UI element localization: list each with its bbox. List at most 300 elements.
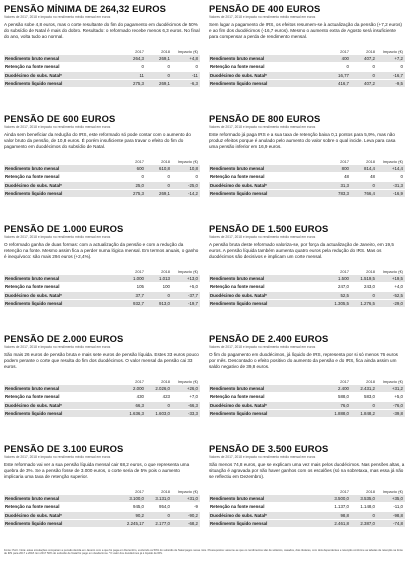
table-row [4, 55, 200, 63]
card-description: Este reformado vai ver a sua pensão líquida mensal cair 68,2 euros, o que representa uma quebra de 3%. Se a pensão fosse de 3.000 euros, o corte seria de 5% pois o aumento implicaria uma taxa de retenção superior. [4, 462, 190, 479]
column-header [4, 268, 122, 275]
column-header: Impacto (€) [382, 159, 403, 164]
table-row [4, 409, 200, 417]
column-header: 2017 [135, 379, 144, 384]
row-label: Retenção na fonte mensal [209, 173, 327, 181]
table-row [4, 393, 200, 401]
row-value: 913,0 [146, 299, 172, 307]
row-value: -9,5 [377, 79, 405, 87]
card-subtitle: Valores de 2017, 2018 e impacto no rendimento médio mensal em euros [4, 15, 111, 19]
row-value: 105 [122, 283, 146, 291]
row-value: 766,4 [351, 189, 377, 197]
card-title: PENSÃO DE 400 EUROS [209, 4, 321, 14]
card-title: PENSÃO DE 1.500 EUROS [209, 224, 329, 234]
pension-table [4, 378, 200, 418]
table-row [4, 511, 200, 519]
row-label: Rendimento líquido mensal [4, 299, 122, 307]
column-header: 2017 [135, 159, 144, 164]
row-value: 0 [146, 71, 172, 79]
table-row [4, 63, 200, 71]
row-value: 0 [146, 511, 172, 519]
pension-card [4, 444, 200, 554]
row-value: -68,2 [172, 519, 200, 527]
row-value: -98,8 [377, 511, 405, 519]
column-header: 2017 [340, 269, 349, 274]
table-row [4, 189, 200, 197]
table-header-row [4, 488, 200, 495]
table-row [4, 283, 200, 291]
column-header: 2017 [340, 379, 349, 384]
column-header: Impacto (€) [177, 489, 198, 494]
row-value: 48 [351, 173, 377, 181]
pension-table [209, 158, 405, 198]
row-label: Rendimento bruto mensal [209, 165, 327, 173]
column-header: 2017 [135, 269, 144, 274]
row-value: -90,2 [172, 511, 200, 519]
pension-card [209, 114, 405, 224]
row-value: 416,7 [327, 79, 351, 87]
pension-table [4, 48, 200, 88]
row-value: -66,3 [172, 401, 200, 409]
row-value: -74,8 [377, 519, 405, 527]
row-value: -9 [172, 503, 200, 511]
row-value: -52,5 [377, 291, 405, 299]
row-label: Rendimento bruto mensal [209, 55, 327, 63]
row-label: Retenção na fonte mensal [209, 283, 327, 291]
row-value: 783,3 [327, 189, 351, 197]
table-row [209, 71, 405, 79]
row-value: 400 [327, 55, 351, 63]
column-header: 2017 [340, 489, 349, 494]
row-value: +35,0 [377, 495, 405, 503]
row-value: 588,0 [327, 393, 351, 401]
table-row [4, 299, 200, 307]
table-row [209, 189, 405, 197]
table-header-row [4, 48, 200, 55]
row-value: 269,1 [146, 55, 172, 63]
column-header: 2018 [161, 49, 170, 54]
row-label: Duodécimo do subs. Natal* [209, 71, 327, 79]
column-header: 2018 [161, 379, 170, 384]
column-header [209, 48, 327, 55]
row-value: 10,8 [172, 165, 200, 173]
row-label: Duodécimo do subs. Natal* [209, 511, 327, 519]
card-subtitle: Valores de 2017, 2018 e impacto no rendimento médio mensal em euros [4, 455, 111, 459]
row-value: 52,5 [327, 291, 351, 299]
card-subtitle: Valores de 2017, 2018 e impacto no rendimento médio mensal em euros [209, 15, 316, 19]
table-row [4, 165, 200, 173]
column-header: 2017 [340, 49, 349, 54]
table-header-row [209, 158, 405, 165]
row-value: 0 [172, 63, 200, 71]
card-subtitle: Valores de 2017, 2018 e impacto no rendimento médio mensal em euros [4, 235, 111, 239]
column-header [4, 48, 122, 55]
card-title: PENSÃO DE 2.000 EUROS [4, 334, 124, 344]
pension-grid [4, 4, 405, 554]
card-description: Sem lugar a pagamento de IRS, os efeitos resumem-se à actualização da pensão (+7,2 euros) e ao fim dos duodécimos (-16,7 euros). Mesmo o aumento extra de Agosto será insuficiente para compensar a perda de rendimento mensal. [209, 22, 402, 39]
column-header: Impacto (€) [177, 269, 198, 274]
row-label: Rendimento líquido mensal [4, 519, 122, 527]
row-label: Rendimento líquido mensal [4, 79, 122, 87]
row-value: 275,3 [122, 79, 146, 87]
row-label: Retenção na fonte mensal [209, 393, 327, 401]
row-value: 0 [146, 63, 172, 71]
column-header: 2018 [161, 489, 170, 494]
table-header-row [209, 378, 405, 385]
card-title: PENSÃO DE 800 EUROS [209, 114, 321, 124]
column-header: Impacto (€) [382, 379, 403, 384]
row-label: Rendimento líquido mensal [4, 189, 122, 197]
column-header: Impacto (€) [382, 489, 403, 494]
row-value: +7,2 [377, 55, 405, 63]
row-value: -11 [172, 71, 200, 79]
row-label: Duodécimo do subs. Natal* [4, 401, 122, 409]
row-value: 2.431,2 [351, 385, 377, 393]
source-footnote: Fonte: PwC. Nota: estas simulações comparam a pensão devida em Janeiro com a que foi paga em Dezembro, excluindo os 50% do subsídio de Natal pagos nesse mês. Pressupostos: assume-se que os rendimentos são de solteiros, casados, dois titulares, com dois dependentes e retenção conforme as tabelas de retenção na fonte de IRS para 2017 e 2018. Em 2017 50% do subsídio de Natal foi pago em duodécimos. *O valor dos duodécimos já é líquido de IRS. [4, 549, 403, 556]
row-value: 76,0 [327, 401, 351, 409]
row-value: -31,3 [377, 181, 405, 189]
row-value: 2.000 [122, 385, 146, 393]
row-value: 2.387,0 [351, 519, 377, 527]
pension-card [4, 334, 200, 444]
row-value: 945,0 [122, 503, 146, 511]
table-row [209, 409, 405, 417]
column-header: 2018 [161, 159, 170, 164]
column-header: 2017 [340, 159, 349, 164]
column-header [209, 158, 327, 165]
row-value: 269,1 [146, 79, 172, 87]
table-row [209, 55, 405, 63]
table-row [4, 503, 200, 511]
table-row [4, 519, 200, 527]
table-row [209, 511, 405, 519]
row-value: 0 [146, 291, 172, 299]
row-value: 0 [351, 511, 377, 519]
column-header [209, 488, 327, 495]
row-label: Rendimento líquido mensal [209, 189, 327, 197]
card-title: PENSÃO DE 3.100 EUROS [4, 444, 124, 454]
table-row [4, 495, 200, 503]
card-title: PENSÃO MÍNIMA DE 264,32 EUROS [4, 4, 166, 14]
card-title: PENSÃO DE 1.000 EUROS [4, 224, 124, 234]
row-value: 1.500 [327, 275, 351, 283]
row-label: Rendimento líquido mensal [209, 79, 327, 87]
row-value: +26,0 [172, 385, 200, 393]
row-value: -76,0 [377, 401, 405, 409]
row-value: +4,0 [377, 283, 405, 291]
row-value: 2.245,17 [122, 519, 146, 527]
column-header [4, 378, 122, 385]
column-header [209, 268, 327, 275]
card-description: Ainda sem beneficiar da redução do IRS, este reformado só pode contar com o aumento do valor bruto da pensão, de 10,8 euros. É porém insuficiente para travar o efeito do fim do pagamento em duodécimos do subsídio de Natal. [4, 132, 191, 149]
row-label: Rendimento bruto mensal [4, 385, 122, 393]
row-value: 1.603,0 [146, 409, 172, 417]
row-value: 1.848,2 [351, 409, 377, 417]
row-value: 1.636,3 [122, 409, 146, 417]
row-value: +4,8 [172, 55, 200, 63]
row-value: 0 [351, 71, 377, 79]
row-value: 800 [327, 165, 351, 173]
table-header-row [209, 488, 405, 495]
table-row [209, 291, 405, 299]
row-value: +19,5 [377, 275, 405, 283]
row-value: 3.100,0 [122, 495, 146, 503]
row-value: -14,2 [172, 189, 200, 197]
row-value: 3.131,0 [146, 495, 172, 503]
row-value: 2.400 [327, 385, 351, 393]
row-value: 0 [146, 173, 172, 181]
table-row [4, 71, 200, 79]
card-description: A pensão sobe 4,8 euros, mas o corte resultante do fim do pagamento em duodécimos de 50% do subsídio de Natal é mais do dobro. Resultado: o reformado recebe menos 6,3 euros. No final do ano, volta tudo ao normal. [4, 22, 200, 39]
card-subtitle: Valores de 2017, 2018 e impacto no rendimento médio mensal em euros [209, 455, 316, 459]
row-value: -33,3 [172, 409, 200, 417]
row-label: Duodécimo do subs. Natal* [4, 71, 122, 79]
row-value: 247,0 [327, 283, 351, 291]
row-value: 90,2 [122, 511, 146, 519]
row-value: 430 [122, 393, 146, 401]
column-header: Impacto (€) [382, 269, 403, 274]
table-row [209, 385, 405, 393]
row-value: +31,0 [172, 495, 200, 503]
table-row [4, 173, 200, 181]
column-header: 2018 [366, 49, 375, 54]
row-value: +5,0 [377, 393, 405, 401]
row-label: Duodécimo do subs. Natal* [4, 511, 122, 519]
row-label: Rendimento bruto mensal [209, 495, 327, 503]
column-header: Impacto (€) [382, 49, 403, 54]
row-label: Retenção na fonte mensal [209, 63, 327, 71]
row-label: Duodécimo do subs. Natal* [209, 401, 327, 409]
card-description: A pensão bruta deste reformado valoriza-se, por força da actualização de Janeiro, em 19,5 euros. A pensão líquida também aumenta quatro euros pela redução do IRS. Mas os duodécimos são decisivos e implicam um corte mensal. [209, 242, 394, 259]
row-value: 954,0 [146, 503, 172, 511]
row-value: -6,3 [172, 79, 200, 87]
row-value: 25,0 [122, 181, 146, 189]
pension-card [4, 224, 200, 334]
table-row [209, 63, 405, 71]
table-header-row [4, 158, 200, 165]
row-label: Retenção na fonte mensal [4, 283, 122, 291]
row-value: +14,4 [377, 165, 405, 173]
row-label: Duodécimo do subs. Natal* [4, 291, 122, 299]
row-value: 98,8 [327, 511, 351, 519]
row-value: -19,7 [172, 299, 200, 307]
table-row [209, 79, 405, 87]
row-value: 0 [122, 63, 146, 71]
column-header: Impacto (€) [177, 379, 198, 384]
pension-table [209, 488, 405, 528]
column-header: 2018 [366, 269, 375, 274]
row-value: 37,7 [122, 291, 146, 299]
table-row [209, 393, 405, 401]
table-row [4, 275, 200, 283]
pension-table [4, 268, 200, 308]
row-value: 407,2 [351, 55, 377, 63]
table-row [209, 283, 405, 291]
table-header-row [209, 268, 405, 275]
table-row [4, 385, 200, 393]
table-row [209, 173, 405, 181]
row-value: 243,0 [351, 283, 377, 291]
card-description: São mais 26 euros de pensão bruta e mais sete euros de pensão líquida. Estes 33 euros pouco podem perante o corte que resulta do fim dos duodécimos. O valor mensal da pensão cai 33 euros. [4, 352, 199, 369]
row-value: 423 [146, 393, 172, 401]
row-value: 0 [122, 173, 146, 181]
row-value: 2.177,0 [146, 519, 172, 527]
pension-card [4, 4, 200, 114]
table-row [209, 299, 405, 307]
row-value: 2.461,8 [327, 519, 351, 527]
row-label: Duodécimo do subs. Natal* [4, 181, 122, 189]
row-value: 0 [327, 63, 351, 71]
row-value: 16,77 [327, 71, 351, 79]
row-label: Rendimento líquido mensal [209, 409, 327, 417]
column-header: 2017 [135, 489, 144, 494]
column-header: 2017 [135, 49, 144, 54]
row-value: +31,2 [377, 385, 405, 393]
row-label: Retenção na fonte mensal [209, 503, 327, 511]
table-row [4, 181, 200, 189]
row-value: 1.888,0 [327, 409, 351, 417]
row-label: Retenção na fonte mensal [4, 173, 122, 181]
row-value: 1.148,0 [351, 503, 377, 511]
row-value: -16,7 [377, 71, 405, 79]
pension-table [209, 378, 405, 418]
card-subtitle: Valores de 2017, 2018 e impacto no rendimento médio mensal em euros [209, 235, 316, 239]
pension-card [209, 224, 405, 334]
row-value: 31,3 [327, 181, 351, 189]
card-subtitle: Valores de 2017, 2018 e impacto no rendimento médio mensal em euros [209, 345, 316, 349]
row-label: Retenção na fonte mensal [4, 503, 122, 511]
row-value: -37,7 [172, 291, 200, 299]
row-value: -11,0 [377, 503, 405, 511]
card-title: PENSÃO DE 2.400 EUROS [209, 334, 329, 344]
pension-table [209, 268, 405, 308]
row-value: 11 [122, 71, 146, 79]
table-row [4, 291, 200, 299]
table-row [4, 401, 200, 409]
table-row [209, 181, 405, 189]
card-description: O reformado ganha de duas formas: com a actualização da pensão e com a redução da retenção na fonte. Mesmo assim fica a perder numa lógica mensal. Em termos anuais, o ganho é inequívoco: são mais 294 euros (+2,4%). [4, 242, 199, 259]
row-value: 814,4 [351, 165, 377, 173]
card-subtitle: Valores de 2017, 2018 e impacto no rendimento médio mensal em euros [4, 345, 111, 349]
column-header: 2018 [161, 269, 170, 274]
column-header [4, 158, 122, 165]
row-value: 0 [146, 401, 172, 409]
row-value: 1.013 [146, 275, 172, 283]
row-value: 269,1 [146, 189, 172, 197]
card-description: São menos 74,8 euros, que se explicam uma vez mais pelos duodécimos. Nas pensões altas, a situação é agravada por não haver ganhos com os escalões (só na sobretaxa, mas essa já não se reflectiu em Dezembro). [209, 462, 405, 479]
row-value: 1.137,0 [327, 503, 351, 511]
row-label: Rendimento bruto mensal [4, 55, 122, 63]
row-value: 3.535,0 [351, 495, 377, 503]
card-description: O fim do pagamento em duodécimos, já líquido de IRS, representa por si só menos 76 euros por mês. Descontado o efeito positivo do aumento da pensão e do IRS, fica ainda assim um saldo negativo de 39,8 euros. [209, 352, 398, 369]
row-value: -25,0 [172, 181, 200, 189]
table-row [209, 503, 405, 511]
row-value: 275,3 [122, 189, 146, 197]
pension-card [4, 114, 200, 224]
row-value: 0 [377, 173, 405, 181]
row-value: 407,2 [351, 79, 377, 87]
row-value: 0 [172, 173, 200, 181]
row-value: 610,8 [146, 165, 172, 173]
table-row [4, 79, 200, 87]
row-value: 0 [351, 291, 377, 299]
row-value: 0 [351, 401, 377, 409]
row-value: 1.276,5 [351, 299, 377, 307]
table-row [209, 401, 405, 409]
row-value: +13,0 [172, 275, 200, 283]
row-label: Duodécimo do subs. Natal* [209, 291, 327, 299]
pension-card [209, 334, 405, 444]
row-label: Rendimento bruto mensal [4, 275, 122, 283]
card-subtitle: Valores de 2017, 2018 e impacto no rendimento médio mensal em euros [4, 125, 111, 129]
row-value: 0 [351, 181, 377, 189]
row-value: 66,3 [122, 401, 146, 409]
column-header [4, 488, 122, 495]
pension-table [4, 158, 200, 198]
row-value: -39,8 [377, 409, 405, 417]
column-header: 2018 [366, 379, 375, 384]
row-label: Rendimento bruto mensal [4, 495, 122, 503]
row-value: +7,0 [172, 393, 200, 401]
row-label: Rendimento bruto mensal [209, 275, 327, 283]
table-header-row [4, 268, 200, 275]
column-header [209, 378, 327, 385]
row-value: 600 [122, 165, 146, 173]
table-header-row [209, 48, 405, 55]
table-row [209, 275, 405, 283]
row-value: 264,3 [122, 55, 146, 63]
row-value: 1.519,5 [351, 275, 377, 283]
card-title: PENSÃO DE 3.500 EUROS [209, 444, 329, 454]
row-value: 100 [146, 283, 172, 291]
table-row [209, 519, 405, 527]
row-label: Retenção na fonte mensal [4, 63, 122, 71]
column-header: Impacto (€) [177, 49, 198, 54]
row-value: -29,0 [377, 299, 405, 307]
row-label: Duodécimo do subs. Natal* [209, 181, 327, 189]
row-value: 1.305,5 [327, 299, 351, 307]
column-header: 2018 [366, 489, 375, 494]
row-label: Rendimento líquido mensal [209, 519, 327, 527]
row-value: 2.026,0 [146, 385, 172, 393]
row-value: 583,0 [351, 393, 377, 401]
column-header: 2018 [366, 159, 375, 164]
card-subtitle: Valores de 2017, 2018 e impacto no rendimento médio mensal em euros [209, 125, 316, 129]
row-label: Rendimento líquido mensal [209, 299, 327, 307]
row-label: Rendimento bruto mensal [209, 385, 327, 393]
row-value: 0 [146, 181, 172, 189]
card-title: PENSÃO DE 600 EUROS [4, 114, 116, 124]
pension-card [209, 4, 405, 114]
pension-table [209, 48, 405, 88]
row-value: 0 [351, 63, 377, 71]
row-value: 932,7 [122, 299, 146, 307]
table-header-row [4, 378, 200, 385]
row-value: 3.500,0 [327, 495, 351, 503]
row-value: 0 [377, 63, 405, 71]
card-description: Este reformado já paga IRS e a sua taxa de retenção baixa 0,1 pontos para 5,9%, mas não produz efeitos porque é anulado pelo aumento do valor sobre o qual incide. Leva para casa uma pensão inferior em 16,9 euros. [209, 132, 396, 149]
column-header: Impacto (€) [177, 159, 198, 164]
table-row [209, 165, 405, 173]
pension-card [209, 444, 405, 554]
pension-table [4, 488, 200, 528]
table-row [209, 495, 405, 503]
row-value: -16,9 [377, 189, 405, 197]
row-value: 1.000 [122, 275, 146, 283]
row-label: Rendimento líquido mensal [4, 409, 122, 417]
row-label: Retenção na fonte mensal [4, 393, 122, 401]
row-label: Rendimento bruto mensal [4, 165, 122, 173]
